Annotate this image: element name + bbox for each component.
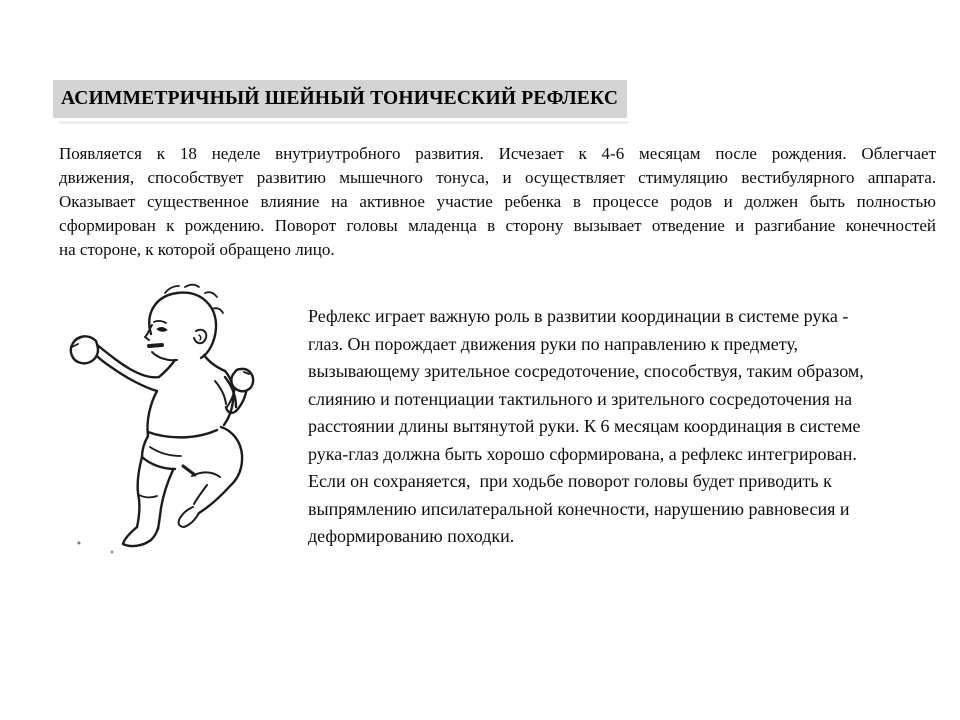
intro-line: сформирован к рождению. Поворот головы младенца в сторону вызывает отведение и разгибание конечностей xyxy=(59,216,936,235)
reflex-line: рука-глаз должна быть хорошо сформирована, а рефлекс интегрирован. xyxy=(308,443,857,464)
reflex-line: глаз. Он порождает движения руки по направлению к предмету, xyxy=(308,333,799,354)
intro-line: на стороне, к которой обращено лицо. xyxy=(59,240,335,259)
reflex-paragraph xyxy=(308,303,900,551)
intro-line: Появляется к 18 неделе внутриутробного развития. Исчезает к 4-6 месяцам после рождения. Облегчает xyxy=(59,144,936,163)
reflex-line: деформированию походки. xyxy=(308,526,515,546)
reflex-line: слиянию и потенциации тактильного и зрительного сосредоточения на xyxy=(308,388,853,409)
intro-paragraph xyxy=(59,142,936,262)
reflex-line: выпрямлению ипсилатеральной конечности, нарушению равновесия и xyxy=(308,498,850,519)
baby-atnr-illustration xyxy=(55,280,300,572)
reflex-line: расстоянии длины вытянутой руки. К 6 месяцам координация в системе xyxy=(308,416,861,436)
title-bar-shadow xyxy=(58,121,628,124)
intro-line: движения, способствует развитию мышечного тонуса, и осуществляет стимуляцию вестибулярного аппарата. xyxy=(59,168,936,187)
page-title: АСИММЕТРИЧНЫЙ ШЕЙНЫЙ ТОНИЧЕСКИЙ РЕФЛЕКС xyxy=(61,88,619,109)
title-bar xyxy=(53,80,627,118)
baby-atnr-line-drawing-svg xyxy=(55,280,300,572)
reflex-line: вызывающему зрительное сосредоточение, способствуя, таким образом, xyxy=(308,361,864,381)
intro-line: Оказывает существенное влияние на активное участие ребенка в процессе родов и должен быть полностью xyxy=(59,192,936,211)
reflex-line: Если он сохраняется, при ходьбе поворот головы будет приводить к xyxy=(308,471,832,491)
reflex-line: Рефлекс играет важную роль в развитии координации в системе рука - xyxy=(308,306,849,326)
